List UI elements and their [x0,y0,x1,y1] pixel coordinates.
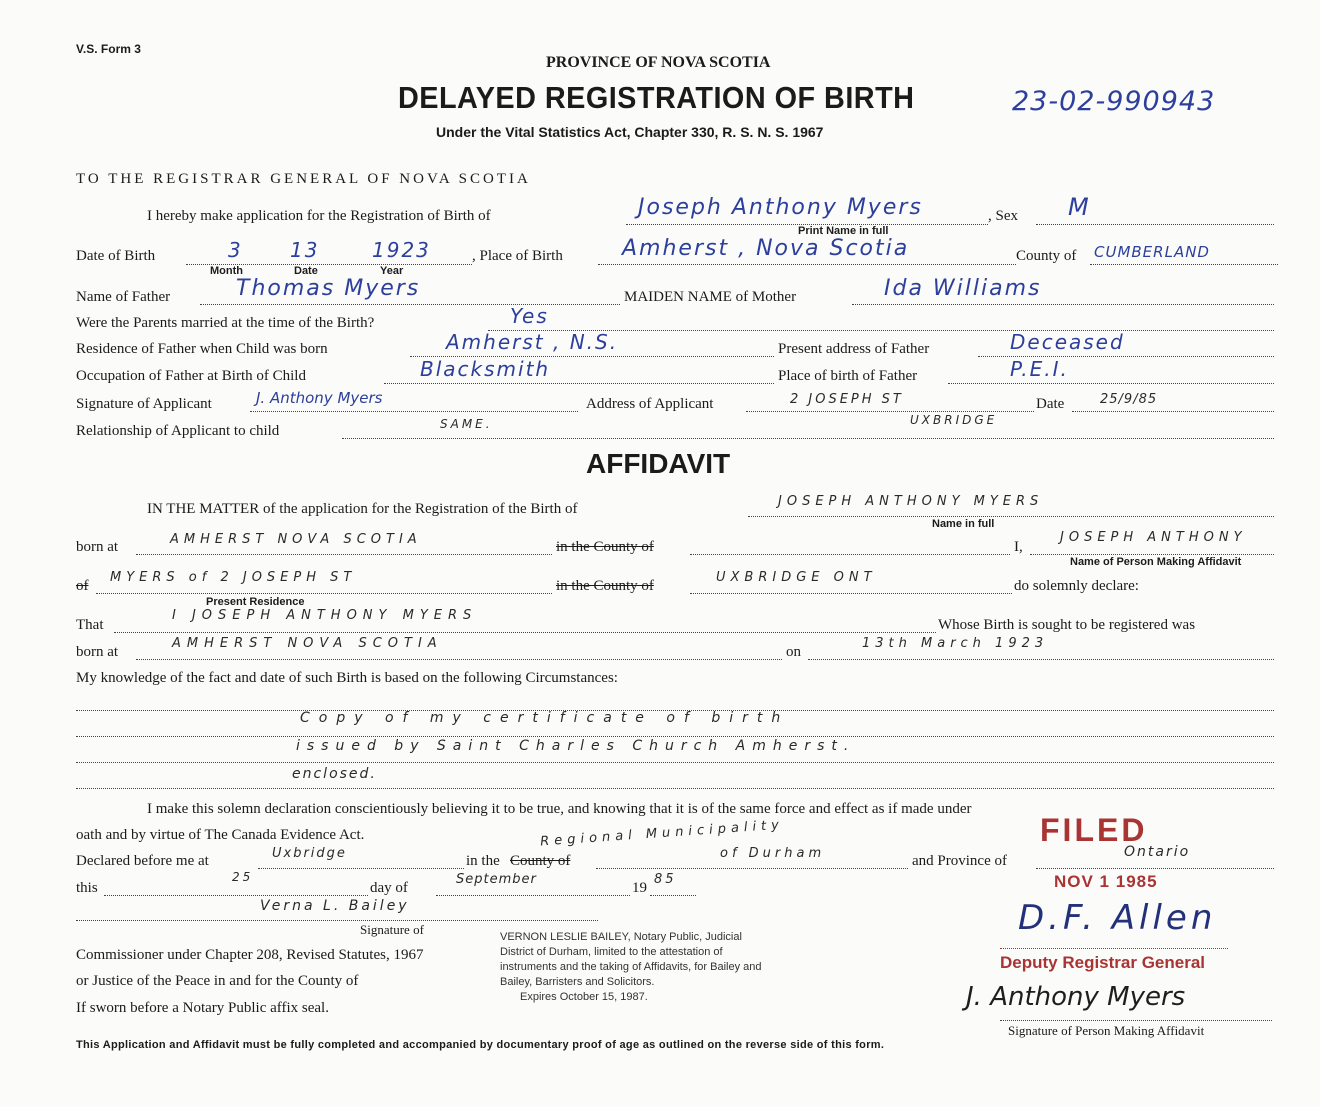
present-address-value: Deceased [1010,330,1125,354]
father-birthplace-value: P.E.I. [1010,357,1069,381]
solemn-declaration-2: oath and by virtue of The Canada Evidence Act. [76,827,365,843]
mother-value: Ida Williams [884,276,1042,301]
relationship-label: Relationship of Applicant to child [76,423,280,439]
year-label: Year [380,265,404,277]
residence-value: Amherst , N.S. [446,330,619,354]
pob-value: Amherst , Nova Scotia [622,236,910,261]
applicant-address-label: Address of Applicant [586,396,714,412]
birth-date-value: 13th March 1923 [862,636,1049,651]
application-date: 25/9/85 [1100,392,1158,407]
affiant-name: JOSEPH ANTHONY [1060,530,1247,545]
year-value: 85 [654,872,677,887]
application-date-label: Date [1036,396,1065,412]
commissioner-signature: Verna L. Bailey [260,898,410,914]
applicant-address: 2 JOSEPH ST [790,392,904,407]
signature-of-label: Signature of [360,922,424,937]
day-of-label: day of [370,880,408,896]
affiant-county: UXBRIDGE ONT [716,570,877,585]
matter-value: JOSEPH ANTHONY MYERS [778,494,1044,509]
i-label: I, [1014,539,1023,555]
deputy-registrar-label: Deputy Registrar General [1000,953,1206,972]
solemn-declaration-1: I make this solemn declaration conscientiously believing it to be true, and knowing that it is of the same force and effect as if made under [147,801,972,817]
county-value: CUMBERLAND [1094,243,1210,261]
form-number: V.S. Form 3 [76,42,141,56]
that-label: That [76,617,104,633]
date-label: Date [294,265,318,277]
applicant-signature: J. Anthony Myers [256,389,383,407]
father-value: Thomas Myers [236,276,421,301]
matter-label: IN THE MATTER of the application for the Registration of the Birth of [147,501,578,517]
declare-label: do solemnly declare: [1014,578,1139,594]
circumstance-line-1: Copy of my certificate of birth [300,710,790,726]
deputy-signature: D.F. Allen [1018,898,1217,938]
applicant-signature-label: Signature of Applicant [76,396,212,412]
durham-value: of Durham [720,846,826,861]
relationship-value: SAME. [440,417,493,431]
name-full-hint: Name in full [932,518,995,530]
notary-stamp-line-5: Expires October 15, 1987. [520,991,648,1003]
in-county-struck: in the County of [556,539,654,555]
circumstance-line-3: enclosed. [292,766,377,782]
notary-stamp-line-4: Bailey, Barristers and Solicitors. [500,976,655,988]
dob-day: 13 [290,238,320,262]
notary-stamp-line-3: instruments and the taking of Affidavits, for Bailey and [500,961,762,973]
married-label: Were the Parents married at the time of the Birth? [76,315,375,331]
affiant-signature: J. Anthony Myers [966,982,1186,1012]
sex-value: M [1068,193,1091,221]
in-county-struck-2: in the County of [556,578,654,594]
affidavit-heading: AFFIDAVIT [586,448,731,479]
married-value: Yes [510,304,549,328]
father-birthplace-label: Place of birth of Father [778,368,918,384]
dob-label: Date of Birth [76,248,156,264]
dob-year: 1923 [372,238,431,262]
application-intro: I hereby make application for the Registration of Birth of [147,208,491,224]
occupation-value: Blacksmith [420,357,551,381]
county-label: County of [1016,248,1077,264]
affiant-signature-label: Signature of Person Making Affidavit [1008,1023,1205,1038]
of-label: of [76,578,89,594]
born-at-value: AMHERST NOVA SCOTIA [170,532,422,547]
registration-number: 23-02-990943 [1012,86,1216,117]
born-at-value-2: AMHERST NOVA SCOTIA [172,636,443,651]
father-label: Name of Father [76,289,171,305]
declared-place: Uxbridge [272,846,347,861]
whose-birth-label: Whose Birth is sought to be registered was [938,617,1196,633]
present-address-label: Present address of Father [778,341,930,357]
justice-label: or Justice of the Peace in and for the County of [76,973,359,989]
pob-label: , Place of Birth [472,248,563,264]
form-title: DELAYED REGISTRATION OF BIRTH [398,80,915,115]
commissioner-label: Commissioner under Chapter 208, Revised Statutes, 1967 [76,947,424,963]
declared-label: Declared before me at [76,853,209,869]
filed-stamp: FILED [1040,812,1148,848]
in-the-label: in the [466,853,500,869]
day-value: 25 [232,870,254,884]
notary-stamp [500,930,762,1005]
affiant-name-hint: Name of Person Making Affidavit [1070,556,1242,568]
born-at-label: born at [76,539,119,555]
that-value: I JOSEPH ANTHONY MYERS [172,608,478,623]
occupation-label: Occupation of Father at Birth of Child [76,368,306,384]
dob-month: 3 [228,238,243,262]
present-residence-hint: Present Residence [206,596,305,608]
mother-label: MAIDEN NAME of Mother [624,289,797,305]
on-label: on [786,644,801,660]
applicant-name: Joseph Anthony Myers [638,195,923,220]
filed-date: NOV 1 1985 [1054,872,1158,891]
this-label: this [76,880,98,896]
province-heading: PROVINCE OF NOVA SCOTIA [546,54,771,71]
county-struck: County of [510,853,571,869]
year-prefix: 19 [632,880,647,896]
notary-label: If sworn before a Notary Public affix seal. [76,1000,329,1016]
footer-instructions: This Application and Affidavit must be fully completed and accompanied by documentary proof of age as outlined on the reverse side of this form. [76,1039,885,1051]
sex-label: , Sex [988,208,1018,224]
province-value: Ontario [1124,844,1191,860]
province-label: and Province of [912,853,1007,869]
print-name-hint: Print Name in full [798,225,889,237]
born-at-label-2: born at [76,644,119,660]
month-value: September [456,872,537,887]
residence-label: Residence of Father when Child was born [76,341,328,357]
knowledge-label: My knowledge of the fact and date of such Birth is based on the following Circumstances: [76,670,618,686]
notary-stamp-line-2: District of Durham, limited to the attestation of [500,946,723,958]
affiant-residence: MYERS of 2 JOSEPH ST [110,570,357,585]
circumstance-line-2: issued by Saint Charles Church Amherst. [296,738,856,754]
applicant-address-line2: UXBRIDGE [910,413,998,427]
form-subtitle: Under the Vital Statistics Act, Chapter 330, R. S. N. S. 1967 [436,124,824,140]
month-label: Month [210,265,243,277]
regional-municipality: Regional Municipality [539,817,785,850]
addressee-line: TO THE REGISTRAR GENERAL OF NOVA SCOTIA [76,171,531,187]
notary-stamp-line-1: VERNON LESLIE BAILEY, Notary Public, Judicial [500,931,742,943]
